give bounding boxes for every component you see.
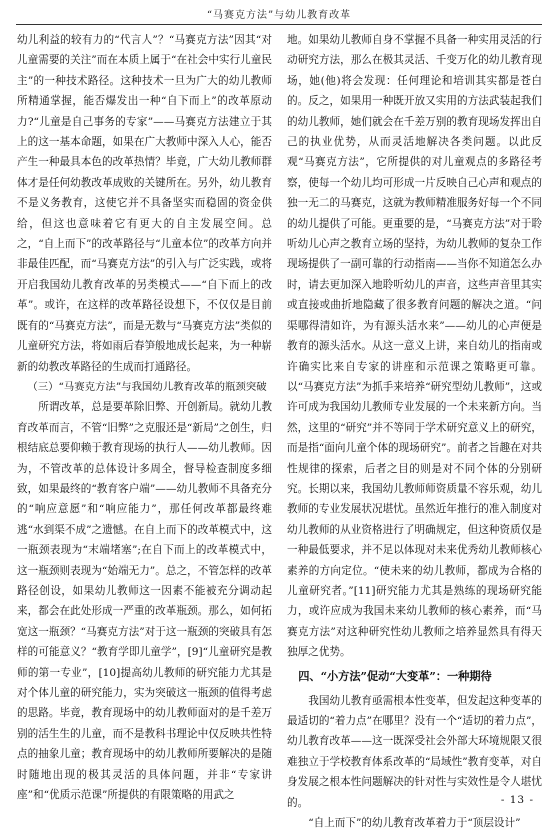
header-rule — [16, 24, 542, 25]
section-heading: 四、“小方法”促动“大变革”：一种期待 — [298, 668, 492, 683]
body-paragraph: 幼儿利益的较有力的“代言人”？“马赛克方法”因其“对儿童需要的关注”而在本质上属于“在社会中实行儿童民主”的一种技术路径。这种技术一旦为广大的幼儿教师所精通掌握，能否爆发出一种“自下而上”的改革原动力?“儿童是自己事务的专家”——马赛克方法建立于其上的这一基本命题，如果在广大教师中深入人心，能否产生一种最具本色的改革热情？毕竟，广大幼儿教师群体才是任何幼教改革成败的关键所在。另外，幼儿教育不是义务教育，这使它并不具备坚实而稳固的资金供给，但这也意味着它有更大的自主发展空间。总之，“自上而下”的改革路径与“儿童本位”的改革方向并非最佳匹配，而“马赛克方法”的引入与广泛实践，或将开启我国幼儿教育改革的另类模式——“自下而上的改革”。或许，在这样的改革路径设想下，不仅仅是目前既有的“马赛克方法”，而是无数与“马赛克方法”类似的儿童研究方法，将如雨后春笋般地成长起来，为一种崭新的幼教改革路径的生成而打通路径。 — [17, 34, 272, 373]
body-paragraph: “自上而下”的幼儿教育改革着力于“顶层设计” — [308, 817, 521, 830]
page-number: - 13 - — [500, 794, 534, 806]
right-column — [287, 30, 542, 833]
body-paragraph: 所谓改革，总是要革除旧弊、开创新局。就幼儿教育改革而言，不管“旧弊”之克服还是“新局”之创生，归根结底总要仰赖于教育现场的执行人——幼儿教师。因为，不管改革的总体设计多周全，督导检查制度多细致，如果最终的“教育客户端”——幼儿教师不具备充分的“响应意愿”和“响应能力”，那任何改革都最终难逃“水到渠不成”之遗憾。在自上而下的改革模式中，这一瓶颈表现为“末端堵塞”;在自下而上的改革模式中，这一瓶颈则表现为“始端无力”。总之，不管怎样的改革路径创设，如果幼儿教师这一因素不能被充分调动起来，都会在此处形成一严重的改革瓶颈。那么，如何拓宽这一瓶颈？“马赛克方法”对于这一瓶颈的突破具有怎样的可能意义？“教育学即儿童学”，[9]“儿童研究是教师的第一专业”，[10]提高幼儿教师的研究能力尤其是对个体儿童的研究能力，实为突破这一瓶颈的值得考虑的思路。毕竟，教育现场中的幼儿教师面对的是千差万别的活生生的儿童，而不是教科书理论中仅反映共性特点的抽象儿童；教育现场中的幼儿教师所要解决的是随时随地出现的极其灵活的具体问题，并非“专家讲座”和“优质示范课”所提供的有限策略的用武之 — [17, 401, 272, 802]
body-paragraph: 地。如果幼儿教师自身不掌握不具备一种实用灵活的行动研究方法，那么在极其灵活、千变万化的幼儿教育现场，她(他)将会发现：任何理论和培训其实都是苍白的。反之，如果用一种既开放又实用的方法武装起我们的幼儿教师，她们就会在千差万别的教育现场发挥出自己的执业优势，从而灵活地解决各类问题。以此反观“马赛克方法”，它所提供的对儿童观点的多路径考察，使每一个幼儿均可形成一片反映自己心声和观点的独一无二的马赛克，这就为教师精准服务好每一个不同的幼儿提供了可能。更重要的是，“马赛克方法”对于聆听幼儿心声之教育立场的坚持，为幼儿教师的复杂工作现场提供了一副可靠的行动指南——当你不知道怎么办时，请去更加深入地聆听幼儿的声音，这些声音里其实或直接或曲折地隐藏了很多教育问题的解决之道。“问渠哪得清如许，为有源头活水来”——幼儿的心声便是教育的源头活水。从这一意义上讲，来自幼儿的指南或许确实比来自专家的讲座和示范课之策略更可靠。以“马赛克方法”为抓手来培养“研究型幼儿教师”，这或许可成为我国幼儿教师专业发展的一个未来新方向。当然，这里的“研究”并不等同于学术研究意义上的研究，而是指“面向儿童个体的现场研究”。前者之旨趣在对共性规律的探索，后者之目的则是对不同个体的分别研究。长期以来，我国幼儿教师师资质量不容乐观，幼儿教师的专业发展状况堪忧。虽然近年推行的准入制度对幼儿教师的从业资格进行了明确规定，但这种资质仅是一种最低要求，并不足以体现对未来优秀幼儿教师核心素养的方向定位。“使未来的幼儿教师，都成为合格的儿童研究者。”[11]研究能力尤其是熟练的现场研究能力，或许应成为我国未来幼儿教师的核心素养，而“马赛克方法”对这种研究性幼儿教师之培养显然具有得天独厚之优势。 — [287, 34, 542, 659]
body-paragraph: 我国幼儿教育亟需根本性变革，但发起这种变革的最适切的“着力点”在哪里？没有一个“适切的着力点”，幼儿教育改革——这一既深受社会外部大环境规限又很难独立于学校教育体系改革的“局域性”教育变革，对自身发展之根本性问题解决的针对性与实效性是令人堪忧的。 — [287, 694, 542, 809]
running-header: “马赛克方法”与幼儿教育改革 — [206, 10, 352, 21]
section-subheading: （三）“马赛克方法”与我国幼儿教育改革的瓶颈突破 — [27, 380, 267, 393]
left-column — [17, 30, 272, 805]
